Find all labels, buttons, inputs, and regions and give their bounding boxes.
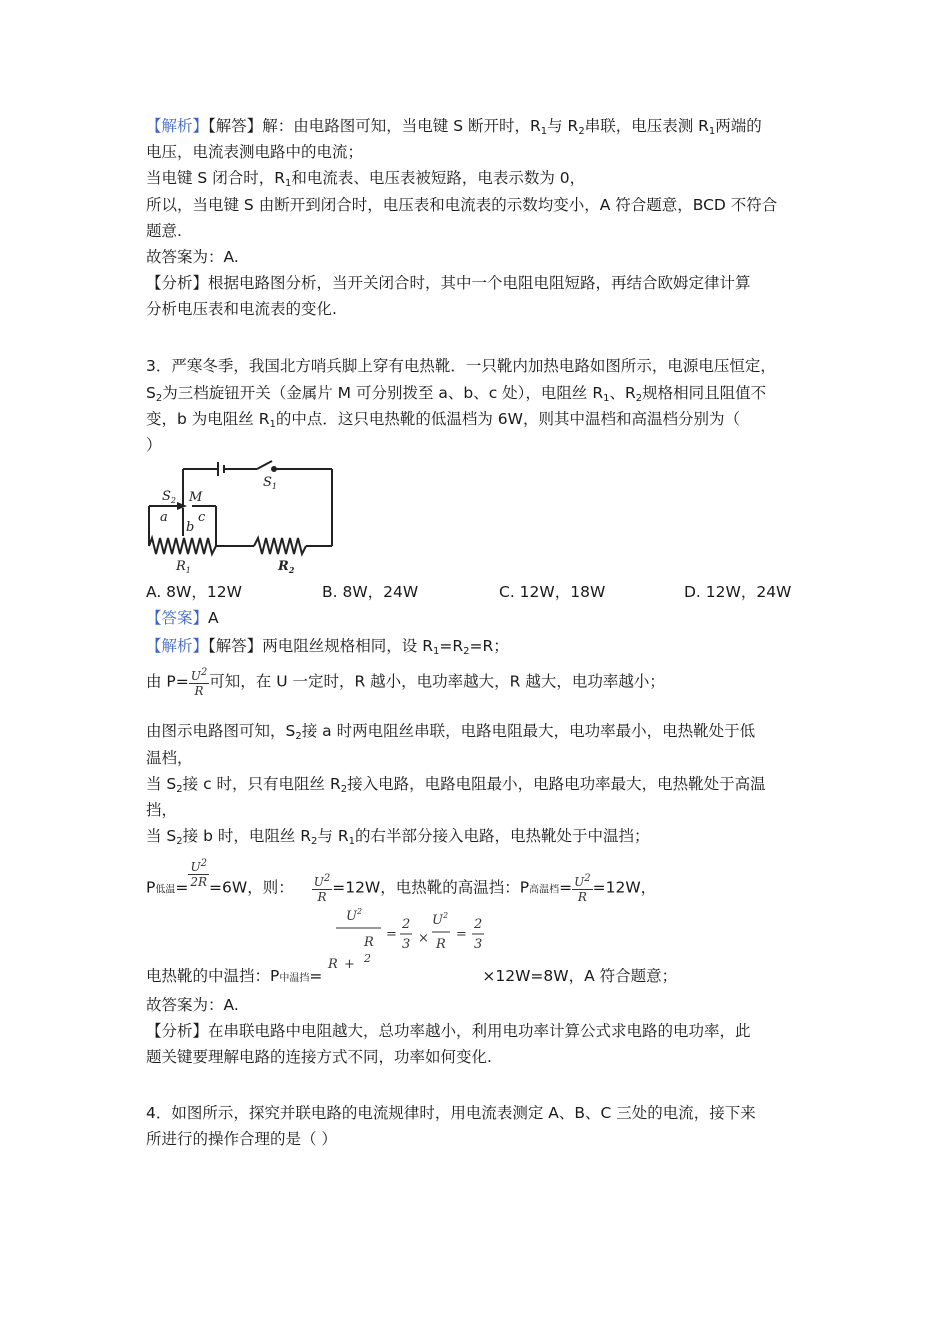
q3-line-1: 3．严寒冬季，我国北方哨兵脚上穿有电热靴．一只靴内加热电路如图所示，电源电压恒定， — [146, 357, 776, 375]
power-levels-line: P低温= $\frac{U^2}{2R}$ =6W，则： $\frac{U^2}{R}$ =12W，电热靴的高温挡：P高温档= $\frac{U^2}{R}$ =12W， — [146, 858, 657, 904]
circuit-diagram — [146, 458, 346, 578]
svg-text:U2: $U^2$ — [432, 911, 449, 928]
svg-text:c: c — [198, 510, 206, 525]
option-a: A. 8W，12W — [146, 583, 242, 601]
q3-line-2: $S_2$为三档旋钮开关（金属片 M 可分别拨至 a、b、c 处），电阻丝 $R_1$、$R_2$规格相同且阻值不 — [146, 384, 767, 404]
svg-text:+: + — [344, 957, 355, 972]
option-c: C. 12W，18W — [499, 583, 606, 601]
svg-text:R: R — [436, 937, 446, 952]
svg-text:S1: $S_1$ — [263, 475, 277, 491]
svg-text:=: = — [386, 927, 397, 942]
q4-line-1: 4．如图所示，探究并联电路的电流规律时，用电流表测定 A、B、C 三处的电流，接下来 — [146, 1104, 756, 1122]
analysis-line-4: 所以，当电键 S 由断开到闭合时，电压表和电流表的示数均变小，A 符合题意，BCD 不符合 — [146, 196, 778, 214]
q3-line-4: ） — [146, 436, 162, 454]
svg-text:=: = — [456, 927, 467, 942]
power-formula-line: 由 P= $\frac{U^2}{R}$ 可知，在 U 一定时，R 越小，电功率越大，R 越大，电功率越小； — [146, 667, 665, 698]
analysis-line-1: 【解析】【解答】两电阻丝规格相同，设 $R_1=R_2=R$； — [146, 637, 509, 657]
svg-text:R1: $R_1$ — [176, 559, 191, 575]
svg-text:M: M — [189, 490, 203, 505]
answer-line: 故答案为：A. — [146, 248, 239, 266]
analysis-line-b: 当 $S_2$接 b 时，电阻丝 $R_2$与 $R_1$的右半部分接入电路，电热靴处于中温挡； — [146, 827, 650, 847]
analysis-line-a: 由图示电路图可知，$S_2$接 a 时两电阻丝串联，电路电阻最大，电功率最小，电热靴处于低 — [146, 722, 756, 742]
analysis-line-2: 电压，电流表测电路中的电流； — [146, 143, 364, 161]
svg-text:×: × — [418, 931, 429, 946]
option-d: D. 12W，24W — [684, 583, 792, 601]
svg-text:b: b — [186, 520, 195, 535]
mid-power-line: 电热靴的中温挡：P中温挡= ×12W=8W，A 符合题意； — [146, 967, 678, 985]
fraction-u2-over-r: $\frac{U^2}{R}$ — [190, 667, 208, 698]
svg-text:2: 2 — [402, 917, 411, 932]
svg-text:3: 3 — [474, 937, 483, 952]
svg-text:S2: $S_2$ — [162, 489, 176, 505]
svg-text:3: 3 — [402, 937, 411, 952]
q4-line-2: 所进行的操作合理的是（ ） — [146, 1130, 337, 1148]
summary-line-1: 【分析】在串联电路中电阻越大，总功率越小，利用电功率计算公式求电路的电功率，此 — [146, 1022, 751, 1040]
answer-line: 【答案】A — [146, 609, 219, 627]
analysis-line-c: 当 $S_2$接 c 时，只有电阻丝 $R_2$接入电路，电路电阻最小，电路电功率最大，电热靴处于高温 — [146, 775, 766, 795]
analysis-tag: 【解析】 — [146, 117, 209, 135]
analysis-line-3: 当电键 S 闭合时，$R_1$和电流表、电压表被短路，电表示数为 0， — [146, 169, 586, 189]
summary-line-1: 【分析】根据电路图分析，当开关闭合时，其中一个电阻电阻短路，再结合欧姆定律计算 — [146, 274, 751, 292]
svg-text:a: a — [160, 510, 168, 525]
svg-text:U2: $U^2$ — [346, 907, 363, 924]
q3-line-3: 变，b 为电阻丝 $R_1$的中点．这只电热靴的低温档为 6W，则其中温档和高温档分别为（ — [146, 410, 740, 430]
summary-line-2: 题关键要理解电路的连接方式不同，功率如何变化. — [146, 1048, 492, 1066]
svg-text:2: 2 — [364, 952, 371, 965]
analysis-line-a2: 温档， — [146, 749, 193, 767]
svg-text:2: 2 — [474, 917, 483, 932]
analysis-line-c2: 挡， — [146, 801, 178, 819]
option-b: B. 8W，24W — [322, 583, 419, 601]
analysis-line-5: 题意. — [146, 222, 182, 240]
svg-text:R: R — [364, 935, 374, 950]
analysis-line-1: 【解析】【解答】解：由电路图可知，当电键 S 断开时，$R_1$与 $R_2$串联，电压表测 $R_1$两端的 — [146, 117, 762, 137]
svg-text:R: R — [328, 957, 338, 972]
summary-line-2: 分析电压表和电流表的变化. — [146, 300, 337, 318]
svg-text:R2: $R_2$ — [278, 559, 295, 575]
answer-line: 故答案为：A. — [146, 996, 239, 1014]
